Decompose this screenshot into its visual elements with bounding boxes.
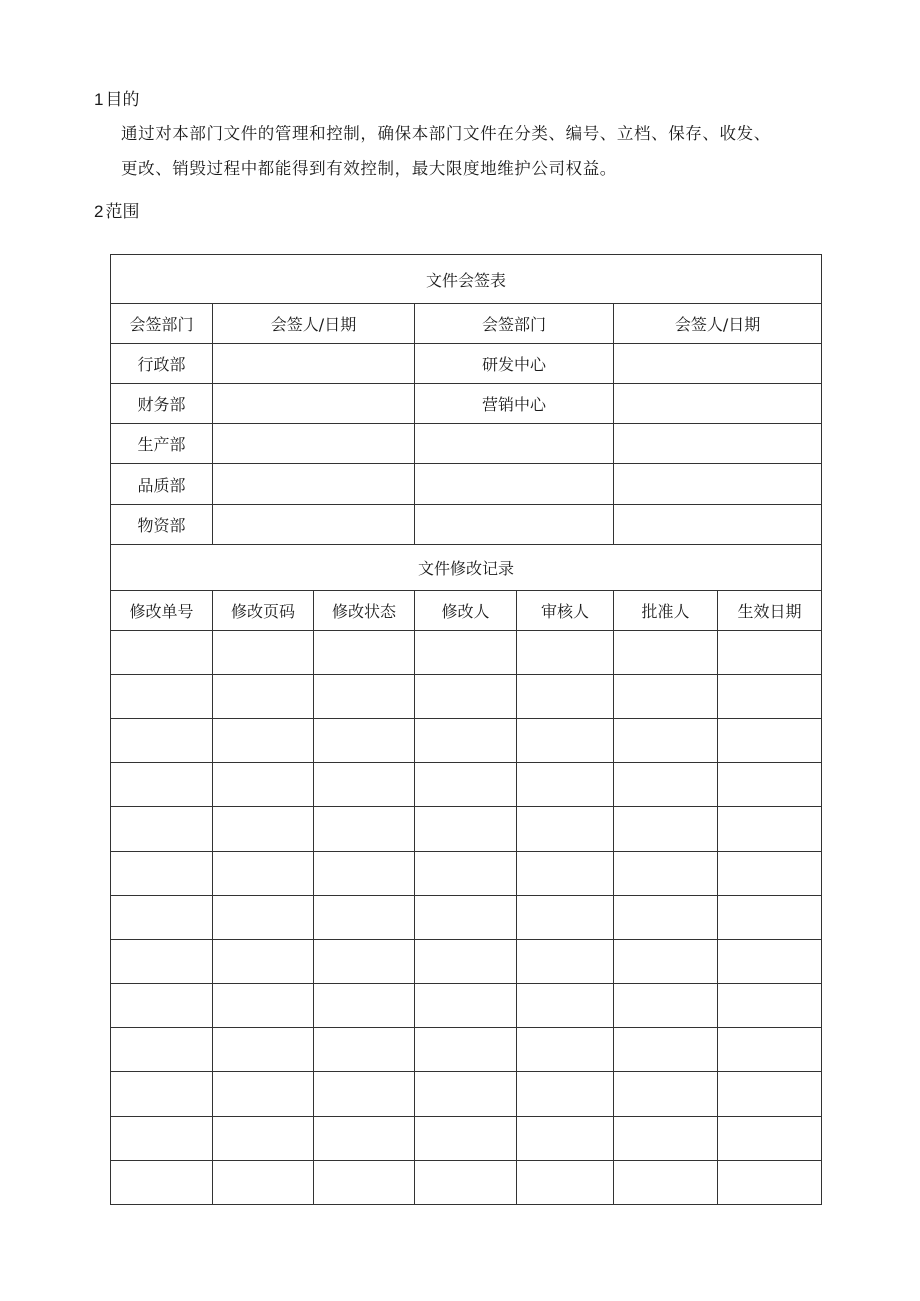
modification-cell[interactable]	[517, 719, 614, 763]
modification-row	[111, 630, 822, 674]
modification-cell[interactable]	[517, 1160, 614, 1204]
modification-cell[interactable]	[111, 851, 213, 895]
modification-cell[interactable]	[314, 1072, 415, 1116]
sign-table-row	[111, 424, 822, 464]
modification-row	[111, 939, 822, 983]
modification-cell[interactable]	[415, 630, 517, 674]
modification-cell[interactable]	[415, 719, 517, 763]
sign-dept-cell: 财务部	[111, 384, 213, 424]
modification-cell[interactable]	[213, 984, 314, 1028]
modification-cell[interactable]	[111, 1028, 213, 1072]
modification-cell[interactable]	[517, 851, 614, 895]
modification-cell[interactable]	[111, 674, 213, 718]
sign-dept-cell	[415, 424, 614, 464]
modification-cell[interactable]	[718, 1072, 822, 1116]
modification-cell[interactable]	[415, 807, 517, 851]
modification-cell[interactable]	[314, 763, 415, 807]
modification-cell[interactable]	[614, 807, 718, 851]
modification-cell[interactable]	[415, 763, 517, 807]
modification-cell[interactable]	[213, 763, 314, 807]
modification-cell[interactable]	[614, 1116, 718, 1160]
modification-cell[interactable]	[111, 630, 213, 674]
sign-table-row	[111, 384, 822, 424]
modification-row	[111, 1116, 822, 1160]
modification-cell[interactable]	[314, 719, 415, 763]
sign-dept-cell: 营销中心	[415, 384, 614, 424]
modification-cell[interactable]	[213, 630, 314, 674]
modification-row	[111, 807, 822, 851]
modification-cell[interactable]	[314, 851, 415, 895]
modification-cell[interactable]	[718, 984, 822, 1028]
modification-cell[interactable]	[314, 630, 415, 674]
modification-cell[interactable]	[614, 1072, 718, 1116]
modification-cell[interactable]	[314, 984, 415, 1028]
modification-cell[interactable]	[614, 939, 718, 983]
modification-cell[interactable]	[718, 630, 822, 674]
modification-cell[interactable]	[111, 939, 213, 983]
modification-cell[interactable]	[517, 674, 614, 718]
modification-cell[interactable]	[111, 984, 213, 1028]
modification-cell[interactable]	[314, 807, 415, 851]
document-control-table	[110, 254, 822, 1205]
section-2-heading	[94, 201, 139, 223]
sign-dept-cell	[415, 504, 614, 544]
modification-cell[interactable]	[614, 984, 718, 1028]
modification-cell[interactable]	[314, 895, 415, 939]
sign-signer-cell[interactable]	[213, 504, 415, 544]
modification-cell[interactable]	[314, 1028, 415, 1072]
section-2-number: 2	[94, 202, 104, 221]
section-1-title: 目的	[105, 90, 140, 110]
modification-cell[interactable]	[314, 939, 415, 983]
modification-cell[interactable]	[517, 895, 614, 939]
modification-row	[111, 851, 822, 895]
sign-signer-cell[interactable]	[213, 344, 415, 384]
sign-table-row	[111, 504, 822, 544]
modification-cell[interactable]	[517, 939, 614, 983]
modification-header-cell: 修改页码	[213, 590, 314, 630]
modification-row	[111, 1028, 822, 1072]
sign-header-dept-1: 会签部门	[111, 304, 213, 344]
modification-cell[interactable]	[111, 1160, 213, 1204]
section-2-title: 范围	[105, 202, 140, 222]
sign-signer-cell[interactable]	[614, 504, 822, 544]
modification-header-row	[111, 590, 822, 630]
modification-cell[interactable]	[213, 719, 314, 763]
sign-header-signer-2: 会签人/日期	[614, 304, 822, 344]
modification-cell[interactable]	[213, 1028, 314, 1072]
modification-cell[interactable]	[314, 1160, 415, 1204]
modification-cell[interactable]	[415, 1072, 517, 1116]
modification-cell[interactable]	[718, 807, 822, 851]
modification-cell[interactable]	[213, 807, 314, 851]
modification-cell[interactable]	[718, 719, 822, 763]
modification-row	[111, 895, 822, 939]
modification-row	[111, 984, 822, 1028]
section-1-text-line-2: 更改、销毁过程中都能得到有效控制，最大限度地维护公司权益。	[121, 159, 617, 178]
modification-cell[interactable]	[213, 895, 314, 939]
modification-cell[interactable]	[111, 719, 213, 763]
modification-cell[interactable]	[718, 1028, 822, 1072]
sign-table-title: 文件会签表	[111, 255, 822, 304]
modification-cell[interactable]	[314, 674, 415, 718]
modification-cell[interactable]	[517, 984, 614, 1028]
modification-cell[interactable]	[111, 763, 213, 807]
modification-header-cell: 审核人	[517, 590, 614, 630]
sign-signer-cell[interactable]	[213, 384, 415, 424]
modification-cell[interactable]	[415, 984, 517, 1028]
modification-cell[interactable]	[718, 1160, 822, 1204]
modification-cell[interactable]	[718, 939, 822, 983]
modification-cell[interactable]	[614, 630, 718, 674]
modification-row	[111, 763, 822, 807]
modification-header-cell: 生效日期	[718, 590, 822, 630]
modification-row	[111, 1160, 822, 1204]
modification-cell[interactable]	[415, 1116, 517, 1160]
modification-cell[interactable]	[718, 763, 822, 807]
sign-dept-cell	[415, 464, 614, 504]
modification-cell[interactable]	[517, 630, 614, 674]
sign-table-header-row	[111, 304, 822, 344]
modification-row	[111, 1072, 822, 1116]
modification-cell[interactable]	[517, 1028, 614, 1072]
modification-row	[111, 674, 822, 718]
modification-cell[interactable]	[517, 1072, 614, 1116]
modification-cell[interactable]	[415, 674, 517, 718]
modification-cell[interactable]	[213, 851, 314, 895]
modification-cell[interactable]	[718, 851, 822, 895]
modification-header-cell: 批准人	[614, 590, 718, 630]
modification-cell[interactable]	[614, 674, 718, 718]
sign-dept-cell: 生产部	[111, 424, 213, 464]
sign-signer-cell[interactable]	[614, 344, 822, 384]
modification-cell[interactable]	[213, 674, 314, 718]
modification-cell[interactable]	[614, 895, 718, 939]
modification-header-cell: 修改人	[415, 590, 517, 630]
modification-cell[interactable]	[718, 1116, 822, 1160]
sign-signer-cell[interactable]	[213, 424, 415, 464]
sign-signer-cell[interactable]	[614, 464, 822, 504]
modification-cell[interactable]	[614, 763, 718, 807]
modification-cell[interactable]	[614, 1160, 718, 1204]
sign-dept-cell: 品质部	[111, 464, 213, 504]
sign-header-dept-2: 会签部门	[415, 304, 614, 344]
modification-cell[interactable]	[213, 1116, 314, 1160]
modification-cell[interactable]	[213, 1072, 314, 1116]
modification-cell[interactable]	[415, 895, 517, 939]
modification-cell[interactable]	[415, 1028, 517, 1072]
modification-cell[interactable]	[614, 1028, 718, 1072]
modification-cell[interactable]	[517, 807, 614, 851]
modification-cell[interactable]	[111, 895, 213, 939]
section-1-heading	[94, 89, 139, 111]
modification-cell[interactable]	[614, 719, 718, 763]
sign-dept-cell: 研发中心	[415, 344, 614, 384]
sign-dept-cell: 行政部	[111, 344, 213, 384]
sign-signer-cell[interactable]	[614, 424, 822, 464]
sign-signer-cell[interactable]	[614, 384, 822, 424]
modification-cell[interactable]	[213, 939, 314, 983]
modification-cell[interactable]	[314, 1116, 415, 1160]
modification-cell[interactable]	[111, 1072, 213, 1116]
modification-cell[interactable]	[517, 1116, 614, 1160]
modification-cell[interactable]	[415, 1160, 517, 1204]
sign-table-row	[111, 344, 822, 384]
modification-header-cell: 修改单号	[111, 590, 213, 630]
modification-row	[111, 719, 822, 763]
modification-cell[interactable]	[415, 939, 517, 983]
section-1-text-line-1: 通过对本部门文件的管理和控制，确保本部门文件在分类、编号、立档、保存、收发、	[121, 124, 771, 143]
modification-cell[interactable]	[517, 763, 614, 807]
sign-dept-cell: 物资部	[111, 504, 213, 544]
sign-signer-cell[interactable]	[213, 464, 415, 504]
modification-cell[interactable]	[111, 807, 213, 851]
modification-cell[interactable]	[415, 851, 517, 895]
section-1-number: 1	[94, 90, 104, 109]
sign-table-row	[111, 464, 822, 504]
modification-table-title: 文件修改记录	[111, 544, 822, 590]
modification-cell[interactable]	[718, 895, 822, 939]
modification-header-cell: 修改状态	[314, 590, 415, 630]
modification-cell[interactable]	[111, 1116, 213, 1160]
modification-cell[interactable]	[614, 851, 718, 895]
sign-header-signer-1: 会签人/日期	[213, 304, 415, 344]
modification-cell[interactable]	[718, 674, 822, 718]
modification-cell[interactable]	[213, 1160, 314, 1204]
